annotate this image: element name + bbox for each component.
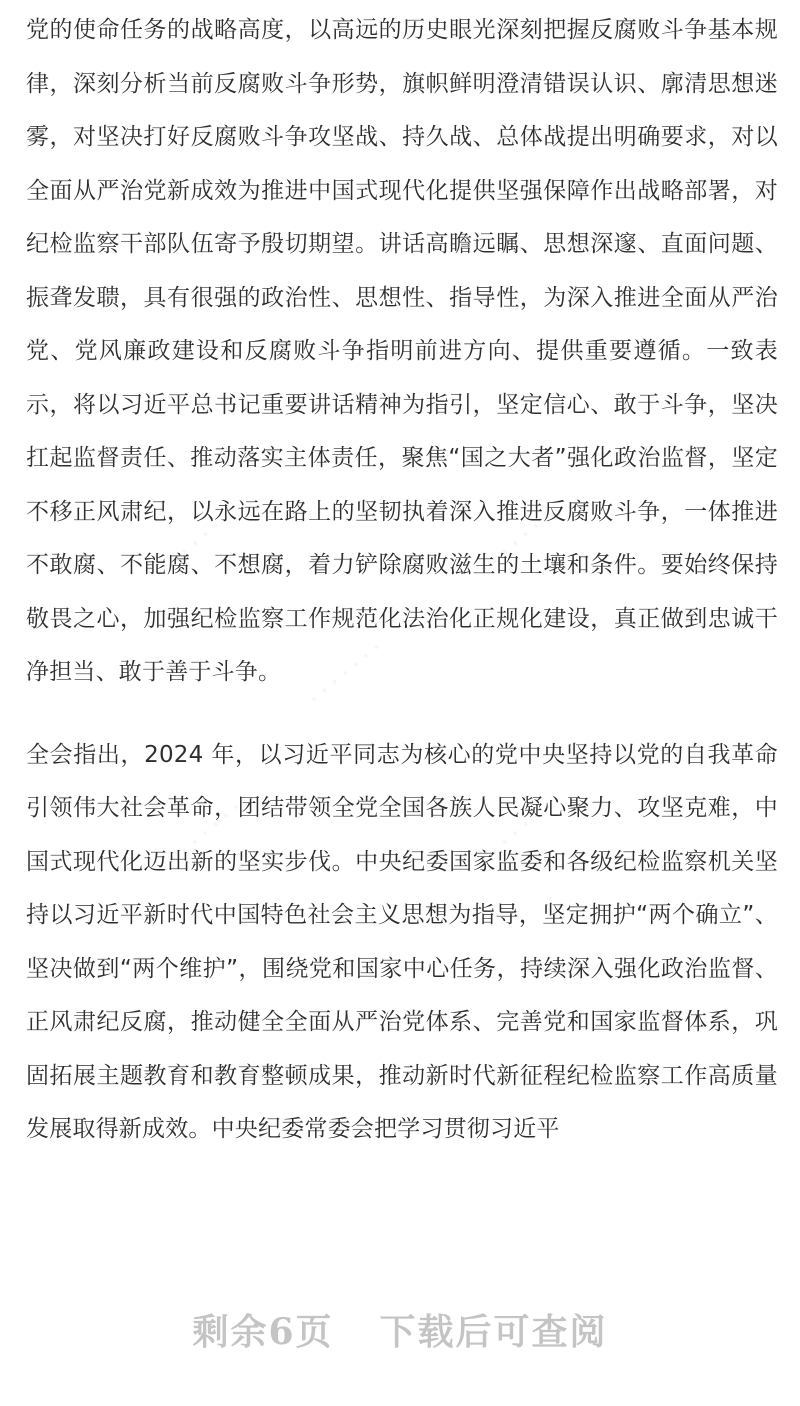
document-body	[26, 4, 778, 1157]
watermark: ·······	[299, 628, 395, 717]
watermark: ·······	[469, 788, 565, 877]
download-to-view-label: 下载后可查阅	[379, 1311, 608, 1353]
watermark: ·······	[469, 498, 565, 587]
watermark: ·······	[149, 498, 245, 587]
download-prompt[interactable]	[0, 1304, 800, 1355]
watermark: ·······	[159, 788, 255, 877]
remaining-pages-label: 剩余6页	[192, 1311, 334, 1353]
paragraph-2: 全会指出，2024 年，以习近平同志为核心的党中央坚持以党的自我革命引领伟大社会革命，团结带领全党全国各族人民凝心聚力、攻坚克难，中国式现代化迈出新的坚实步伐。中央纪委国家监委和各级纪检监察机关坚持以习近平新时代中国特色社会主义思想为指导，坚定拥护“两个确立”、坚决做到“两个维护”，围绕党和国家中心任务，持续深入强化政治监督、正风肃纪反腐，推动健全全面从严治党体系、完善党和国家监督体系，巩固拓展主题教育和教育整顿成果，推动新时代新征程纪检监察工作高质量发展取得新成效。中央纪委常委会把学习贯彻习近平	[26, 741, 778, 1142]
paragraph-1: 党的使命任务的战略高度，以高远的历史眼光深刻把握反腐败斗争基本规律，深刻分析当前反腐败斗争形势，旗帜鲜明澄清错误认识、廓清思想迷雾，对坚决打好反腐败斗争攻坚战、持久战、总体战提出明确要求，对以全面从严治党新成效为推进中国式现代化提供坚强保障作出战略部署，对纪检监察干部队伍寄予殷切期望。讲话高瞻远瞩、思想深邃、直面问题、振聋发聩，具有很强的政治性、思想性、指导性，为深入推进全面从严治党、党风廉政建设和反腐败斗争指明前进方向、提供重要遵循。一致表示，将以习近平总书记重要讲话精神为指引，坚定信心、敢于斗争，坚决扛起监督责任、推动落实主体责任，聚焦“国之大者”强化政治监督，坚定不移正风肃纪，以永远在路上的坚韧执着深入推进反腐败斗争，一体推进不敢腐、不能腐、不想腐，着力铲除腐败滋生的土壤和条件。要始终保持敬畏之心，加强纪检监察工作规范化法治化正规化建设，真正做到忠诚干净担当、敢于善于斗争。	[26, 17, 778, 685]
